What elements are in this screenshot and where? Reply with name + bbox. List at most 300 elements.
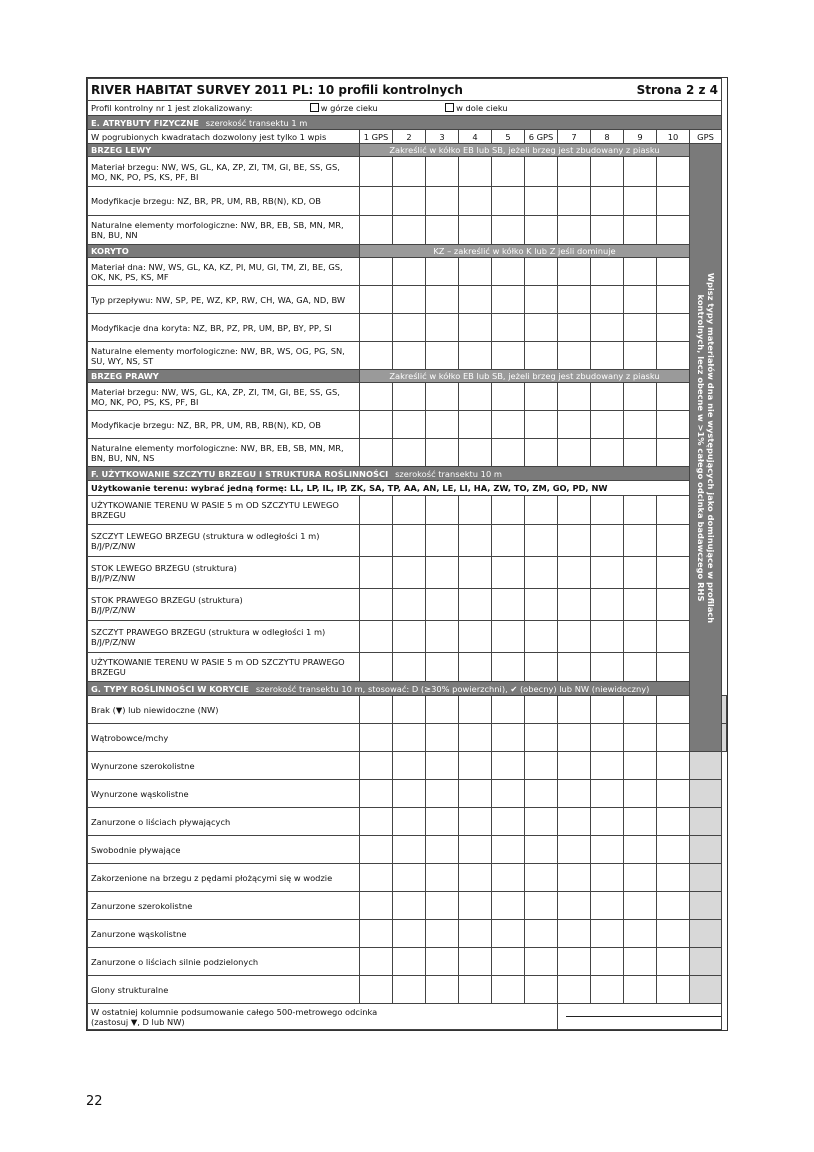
entry-cell[interactable] (657, 976, 690, 1004)
entry-cell[interactable] (426, 920, 459, 948)
entry-cell[interactable] (492, 621, 525, 653)
entry-cell[interactable] (624, 653, 657, 682)
entry-cell[interactable] (393, 286, 426, 314)
entry-cell[interactable] (558, 216, 591, 245)
entry-cell[interactable] (624, 976, 657, 1004)
entry-cell[interactable] (558, 892, 591, 920)
entry-cell[interactable] (426, 314, 459, 342)
entry-cell[interactable] (657, 724, 690, 752)
entry-cell[interactable] (591, 216, 624, 245)
entry-cell[interactable] (558, 724, 591, 752)
entry-cell[interactable] (426, 383, 459, 411)
entry-cell[interactable] (525, 892, 558, 920)
entry-cell[interactable] (525, 216, 558, 245)
entry-cell[interactable] (591, 589, 624, 621)
entry-cell[interactable] (459, 948, 492, 976)
entry-cell[interactable] (657, 780, 690, 808)
entry-cell[interactable] (558, 157, 591, 187)
entry-cell[interactable] (591, 696, 624, 724)
entry-cell[interactable] (360, 780, 393, 808)
entry-cell[interactable] (426, 864, 459, 892)
entry-cell[interactable] (492, 157, 525, 187)
entry-cell[interactable] (525, 589, 558, 621)
entry-cell[interactable] (393, 411, 426, 439)
entry-cell[interactable] (492, 557, 525, 589)
entry-cell[interactable] (657, 836, 690, 864)
side-note-cell (690, 144, 722, 752)
summary-cell[interactable] (690, 752, 722, 780)
summary-entry[interactable] (558, 1004, 722, 1030)
entry-cell[interactable] (558, 780, 591, 808)
entry-cell[interactable] (360, 383, 393, 411)
entry-cell[interactable] (459, 496, 492, 525)
entry-cell[interactable] (558, 836, 591, 864)
entry-cell[interactable] (657, 621, 690, 653)
entry-cell[interactable] (624, 525, 657, 557)
entry-cell[interactable] (657, 411, 690, 439)
entry-cell[interactable] (558, 383, 591, 411)
entry-cell[interactable] (591, 187, 624, 216)
entry-cell[interactable] (459, 976, 492, 1004)
entry-cell[interactable] (492, 342, 525, 370)
entry-cell[interactable] (657, 314, 690, 342)
entry-cell[interactable] (492, 892, 525, 920)
entry-cell[interactable] (393, 557, 426, 589)
entry-cell[interactable] (624, 696, 657, 724)
entry-cell[interactable] (426, 496, 459, 525)
entry-cell[interactable] (492, 696, 525, 724)
entry-cell[interactable] (492, 780, 525, 808)
entry-cell[interactable] (360, 696, 393, 724)
entry-cell[interactable] (459, 187, 492, 216)
entry-cell[interactable] (591, 864, 624, 892)
entry-cell[interactable] (558, 342, 591, 370)
entry-cell[interactable] (459, 314, 492, 342)
entry-cell[interactable] (657, 286, 690, 314)
entry-cell[interactable] (657, 342, 690, 370)
entry-cell[interactable] (657, 920, 690, 948)
entry-cell[interactable] (624, 342, 657, 370)
entry-cell[interactable] (624, 439, 657, 467)
entry-cell[interactable] (492, 525, 525, 557)
entry-cell[interactable] (426, 187, 459, 216)
entry-cell[interactable] (459, 157, 492, 187)
entry-cell[interactable] (624, 621, 657, 653)
entry-cell[interactable] (393, 976, 426, 1004)
entry-cell[interactable] (426, 653, 459, 682)
entry-cell[interactable] (525, 187, 558, 216)
entry-cell[interactable] (393, 589, 426, 621)
entry-cell[interactable] (657, 653, 690, 682)
entry-cell[interactable] (591, 780, 624, 808)
entry-cell[interactable] (624, 157, 657, 187)
entry-cell[interactable] (624, 589, 657, 621)
entry-cell[interactable] (393, 383, 426, 411)
entry-cell[interactable] (657, 864, 690, 892)
entry-cell[interactable] (393, 653, 426, 682)
summary-cell[interactable] (690, 864, 722, 892)
entry-cell[interactable] (492, 383, 525, 411)
entry-cell[interactable] (558, 411, 591, 439)
entry-cell[interactable] (591, 920, 624, 948)
entry-cell[interactable] (591, 724, 624, 752)
entry-cell[interactable] (492, 864, 525, 892)
entry-cell[interactable] (525, 286, 558, 314)
entry-cell[interactable] (426, 724, 459, 752)
entry-cell[interactable] (492, 724, 525, 752)
table-row (88, 258, 727, 286)
entry-cell[interactable] (393, 525, 426, 557)
entry-cell[interactable] (360, 752, 393, 780)
summary-cell[interactable] (722, 696, 727, 724)
entry-cell[interactable] (360, 948, 393, 976)
summary-cell[interactable] (690, 976, 722, 1004)
entry-cell[interactable] (558, 653, 591, 682)
entry-cell[interactable] (657, 383, 690, 411)
summary-cell[interactable] (690, 836, 722, 864)
entry-cell[interactable] (657, 496, 690, 525)
summary-cell[interactable] (690, 948, 722, 976)
summary-cell[interactable] (690, 920, 722, 948)
entry-cell[interactable] (393, 696, 426, 724)
entry-cell[interactable] (492, 920, 525, 948)
entry-cell[interactable] (393, 948, 426, 976)
entry-cell[interactable] (591, 258, 624, 286)
table-row (88, 780, 727, 808)
entry-cell[interactable] (492, 258, 525, 286)
entry-cell[interactable] (558, 314, 591, 342)
entry-cell[interactable] (657, 216, 690, 245)
entry-cell[interactable] (657, 696, 690, 724)
entry-cell[interactable] (624, 892, 657, 920)
entry-cell[interactable] (591, 752, 624, 780)
row-label (88, 621, 360, 653)
entry-cell[interactable] (426, 258, 459, 286)
entry-cell[interactable] (360, 724, 393, 752)
entry-cell[interactable] (525, 808, 558, 836)
entry-cell[interactable] (591, 976, 624, 1004)
row-label: Wynurzone wąskolistne (88, 780, 360, 808)
entry-cell[interactable] (426, 836, 459, 864)
entry-cell[interactable] (459, 411, 492, 439)
row-label: Modyfikacje brzegu: NZ, BR, PR, UM, RB, RB(N), KD, OB (88, 411, 360, 439)
entry-cell[interactable] (393, 342, 426, 370)
entry-cell[interactable] (591, 653, 624, 682)
entry-cell[interactable] (624, 383, 657, 411)
entry-cell[interactable] (393, 216, 426, 245)
summary-cell[interactable] (690, 808, 722, 836)
entry-cell[interactable] (657, 589, 690, 621)
entry-cell[interactable] (525, 696, 558, 724)
entry-cell[interactable] (426, 439, 459, 467)
entry-cell[interactable] (426, 557, 459, 589)
entry-cell[interactable] (360, 589, 393, 621)
entry-cell[interactable] (624, 496, 657, 525)
entry-cell[interactable] (360, 411, 393, 439)
entry-cell[interactable] (426, 525, 459, 557)
entry-cell[interactable] (525, 920, 558, 948)
summary-cell[interactable] (690, 780, 722, 808)
entry-cell[interactable] (459, 557, 492, 589)
entry-cell[interactable] (360, 920, 393, 948)
entry-cell[interactable] (360, 342, 393, 370)
entry-cell[interactable] (591, 342, 624, 370)
entry-cell[interactable] (426, 342, 459, 370)
entry-cell[interactable] (360, 314, 393, 342)
entry-cell[interactable] (591, 314, 624, 342)
entry-cell[interactable] (558, 589, 591, 621)
entry-cell[interactable] (360, 808, 393, 836)
entry-cell[interactable] (459, 920, 492, 948)
entry-cell[interactable] (624, 216, 657, 245)
entry-cell[interactable] (591, 808, 624, 836)
entry-cell[interactable] (492, 653, 525, 682)
table-row (88, 496, 727, 525)
entry-cell[interactable] (558, 948, 591, 976)
entry-cell[interactable] (591, 411, 624, 439)
entry-cell[interactable] (360, 157, 393, 187)
entry-cell[interactable] (525, 621, 558, 653)
entry-cell[interactable] (657, 439, 690, 467)
entry-cell[interactable] (624, 411, 657, 439)
entry-cell[interactable] (492, 836, 525, 864)
entry-cell[interactable] (459, 258, 492, 286)
entry-cell[interactable] (393, 439, 426, 467)
entry-cell[interactable] (558, 752, 591, 780)
entry-cell[interactable] (558, 187, 591, 216)
entry-cell[interactable] (525, 836, 558, 864)
entry-cell[interactable] (657, 948, 690, 976)
entry-cell[interactable] (492, 948, 525, 976)
entry-cell[interactable] (360, 621, 393, 653)
entry-cell[interactable] (525, 976, 558, 1004)
entry-cell[interactable] (525, 557, 558, 589)
entry-cell[interactable] (459, 525, 492, 557)
entry-cell[interactable] (591, 157, 624, 187)
entry-cell[interactable] (591, 439, 624, 467)
entry-cell[interactable] (459, 342, 492, 370)
entry-cell[interactable] (525, 496, 558, 525)
entry-cell[interactable] (360, 496, 393, 525)
entry-cell[interactable] (492, 286, 525, 314)
entry-cell[interactable] (558, 864, 591, 892)
entry-cell[interactable] (393, 724, 426, 752)
entry-cell[interactable] (558, 808, 591, 836)
entry-cell[interactable] (360, 892, 393, 920)
entry-cell[interactable] (591, 948, 624, 976)
entry-cell[interactable] (426, 696, 459, 724)
entry-cell[interactable] (624, 780, 657, 808)
downstream-checkbox[interactable] (445, 103, 454, 112)
summary-cell[interactable] (690, 892, 722, 920)
entry-cell[interactable] (657, 525, 690, 557)
entry-cell[interactable] (393, 780, 426, 808)
entry-cell[interactable] (525, 411, 558, 439)
entry-cell[interactable] (591, 557, 624, 589)
left-bank-band (88, 144, 727, 157)
entry-cell[interactable] (525, 314, 558, 342)
entry-cell[interactable] (492, 439, 525, 467)
entry-cell[interactable] (624, 557, 657, 589)
entry-cell[interactable] (393, 314, 426, 342)
entry-cell[interactable] (459, 216, 492, 245)
entry-cell[interactable] (492, 411, 525, 439)
entry-cell[interactable] (426, 286, 459, 314)
entry-cell[interactable] (558, 621, 591, 653)
row-codes: B/J/P/Z/NW (91, 572, 136, 583)
entry-cell[interactable] (360, 286, 393, 314)
entry-cell[interactable] (360, 439, 393, 467)
entry-cell[interactable] (426, 621, 459, 653)
entry-cell[interactable] (459, 589, 492, 621)
entry-cell[interactable] (525, 948, 558, 976)
entry-cell[interactable] (591, 286, 624, 314)
entry-cell[interactable] (492, 808, 525, 836)
summary-cell[interactable] (722, 724, 727, 752)
entry-cell[interactable] (393, 864, 426, 892)
entry-cell[interactable] (525, 157, 558, 187)
entry-cell[interactable] (558, 525, 591, 557)
entry-cell[interactable] (558, 976, 591, 1004)
entry-cell[interactable] (459, 724, 492, 752)
entry-cell[interactable] (426, 157, 459, 187)
entry-cell[interactable] (525, 653, 558, 682)
entry-cell[interactable] (360, 525, 393, 557)
entry-cell[interactable] (426, 589, 459, 621)
entry-cell[interactable] (459, 808, 492, 836)
entry-cell[interactable] (459, 286, 492, 314)
entry-cell[interactable] (459, 653, 492, 682)
entry-cell[interactable] (624, 864, 657, 892)
upstream-checkbox[interactable] (310, 103, 319, 112)
entry-cell[interactable] (558, 920, 591, 948)
entry-cell[interactable] (591, 892, 624, 920)
entry-cell[interactable] (657, 557, 690, 589)
entry-cell[interactable] (393, 496, 426, 525)
entry-cell[interactable] (360, 653, 393, 682)
entry-cell[interactable] (492, 752, 525, 780)
row-label (88, 653, 360, 682)
entry-cell[interactable] (426, 780, 459, 808)
entry-cell[interactable] (426, 216, 459, 245)
entry-cell[interactable] (657, 892, 690, 920)
entry-cell[interactable] (393, 920, 426, 948)
entry-cell[interactable] (360, 216, 393, 245)
entry-cell[interactable] (624, 724, 657, 752)
entry-cell[interactable] (393, 892, 426, 920)
row-label (88, 557, 360, 589)
entry-cell[interactable] (525, 342, 558, 370)
entry-cell[interactable] (624, 752, 657, 780)
entry-cell[interactable] (558, 439, 591, 467)
entry-cell[interactable] (525, 724, 558, 752)
entry-cell[interactable] (657, 187, 690, 216)
entry-cell[interactable] (624, 314, 657, 342)
entry-cell[interactable] (426, 892, 459, 920)
entry-cell[interactable] (624, 808, 657, 836)
entry-cell[interactable] (591, 836, 624, 864)
entry-cell[interactable] (459, 439, 492, 467)
entry-cell[interactable] (624, 948, 657, 976)
entry-cell[interactable] (492, 976, 525, 1004)
entry-cell[interactable] (558, 496, 591, 525)
entry-cell[interactable] (426, 808, 459, 836)
row-label (88, 496, 360, 525)
entry-cell[interactable] (393, 752, 426, 780)
entry-cell[interactable] (657, 157, 690, 187)
entry-cell[interactable] (459, 864, 492, 892)
entry-cell[interactable] (360, 258, 393, 286)
entry-cell[interactable] (492, 216, 525, 245)
entry-cell[interactable] (426, 948, 459, 976)
entry-cell[interactable] (393, 187, 426, 216)
entry-cell[interactable] (525, 439, 558, 467)
entry-cell[interactable] (459, 892, 492, 920)
entry-cell[interactable] (525, 525, 558, 557)
entry-cell[interactable] (525, 383, 558, 411)
left-bank-note: Zakreślić w kółko EB lub SB, jeżeli brzeg jest zbudowany z piasku (360, 144, 690, 157)
entry-cell[interactable] (426, 752, 459, 780)
entry-cell[interactable] (591, 621, 624, 653)
entry-cell[interactable] (459, 621, 492, 653)
entry-cell[interactable] (393, 836, 426, 864)
entry-cell[interactable] (492, 314, 525, 342)
entry-cell[interactable] (558, 696, 591, 724)
entry-cell[interactable] (459, 696, 492, 724)
entry-cell[interactable] (624, 258, 657, 286)
entry-cell[interactable] (558, 258, 591, 286)
entry-cell[interactable] (393, 258, 426, 286)
entry-cell[interactable] (459, 836, 492, 864)
entry-cell[interactable] (657, 808, 690, 836)
entry-cell[interactable] (624, 286, 657, 314)
entry-cell[interactable] (624, 836, 657, 864)
summary-line-2: (zastosuj ▼, D lub NW) (91, 1016, 185, 1027)
entry-cell[interactable] (558, 286, 591, 314)
entry-cell[interactable] (525, 780, 558, 808)
entry-cell[interactable] (360, 557, 393, 589)
entry-cell[interactable] (360, 187, 393, 216)
entry-cell[interactable] (558, 557, 591, 589)
entry-cell[interactable] (393, 621, 426, 653)
entry-cell[interactable] (591, 525, 624, 557)
entry-cell[interactable] (657, 258, 690, 286)
entry-cell[interactable] (591, 496, 624, 525)
entry-cell[interactable] (657, 752, 690, 780)
entry-cell[interactable] (393, 808, 426, 836)
entry-cell[interactable] (624, 187, 657, 216)
entry-cell[interactable] (525, 258, 558, 286)
entry-cell[interactable] (492, 496, 525, 525)
entry-cell[interactable] (360, 864, 393, 892)
entry-cell[interactable] (426, 411, 459, 439)
entry-cell[interactable] (360, 836, 393, 864)
entry-cell[interactable] (525, 752, 558, 780)
entry-cell[interactable] (426, 976, 459, 1004)
entry-cell[interactable] (459, 780, 492, 808)
entry-cell[interactable] (525, 864, 558, 892)
entry-cell[interactable] (492, 589, 525, 621)
entry-cell[interactable] (459, 752, 492, 780)
entry-cell[interactable] (624, 920, 657, 948)
table-row (88, 383, 727, 411)
entry-cell[interactable] (459, 383, 492, 411)
entry-cell[interactable] (393, 157, 426, 187)
row-label: Modyfikacje brzegu: NZ, BR, PR, UM, RB, RB(N), KD, OB (88, 187, 360, 216)
entry-cell[interactable] (591, 383, 624, 411)
entry-cell[interactable] (360, 976, 393, 1004)
entry-cell[interactable] (492, 187, 525, 216)
